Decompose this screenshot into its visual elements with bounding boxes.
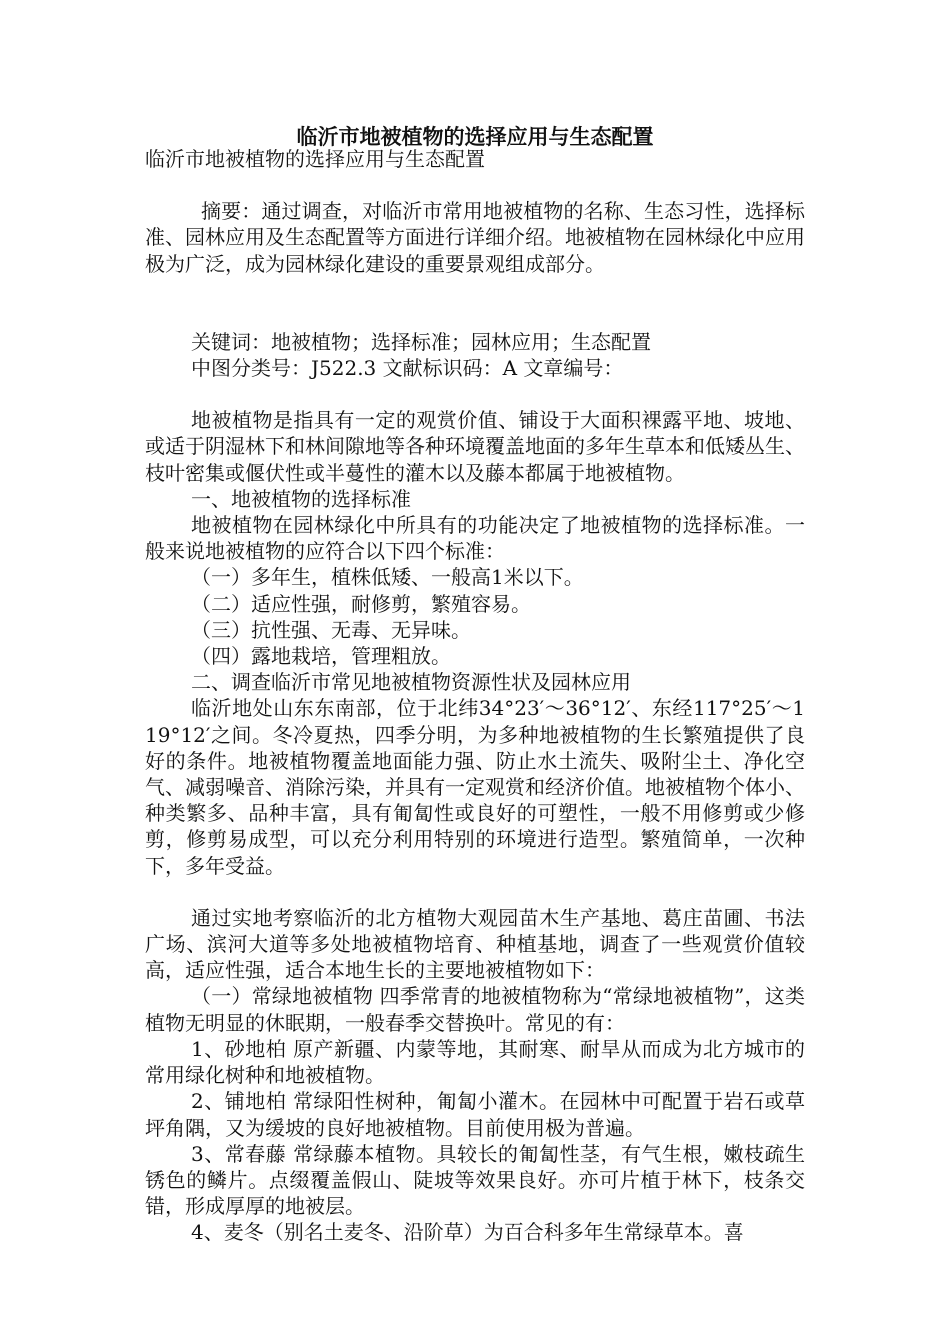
body-paragraph: 通过实地考察临沂的北方植物大观园苗木生产基地、葛庄苗圃、书法广场、滨河大道等多处地被植物培育、种植基地，调查了一些观赏价值较高，适应性强，适合本地生长的主要地被植物如下： [145,905,805,983]
subsection-paragraph: （一）常绿地被植物 四季常青的地被植物称为“常绿地被植物”，这类植物无明显的休眠期，一般春季交替换叶。常见的有： [145,984,805,1035]
plant-item: 2、铺地柏 常绿阳性树种，匍匐小灌木。在园林中可配置于岩石或草坪角隅，又为缓坡的良好地被植物。目前使用极为普遍。 [145,1089,805,1140]
spacer [145,381,805,407]
keywords-line: 关键词：地被植物；选择标准；园林应用；生态配置 [191,329,651,354]
spacer [145,172,805,198]
classification-line: 中图分类号：J522.3 文献标识码：A 文章编号： [191,356,624,381]
list-item: （四）露地栽培，管理粗放。 [191,644,451,669]
abstract-paragraph: 摘要：通过调查，对临沂市常用地被植物的名称、生态习性，选择标准、园林应用及生态配置等方面进行详细介绍。地被植物在园林绿化中应用极为广泛，成为园林绿化建设的重要景观组成部分。 [145,199,805,276]
spacer [145,879,805,905]
section-heading: 一、地被植物的选择标准 [191,486,411,511]
spacer [145,277,805,329]
document-subtitle: 临沂市地被植物的选择应用与生态配置 [145,147,485,171]
document-title: 临沂市地被植物的选择应用与生态配置 [296,125,654,149]
list-item: （一）多年生，植株低矮、一般高1米以下。 [191,565,584,590]
body-paragraph: 临沂地处山东东南部，位于北纬34°23′～36°12′、东经117°25′～119°12′之间。冬冷夏热，四季分明，为多种地被植物的生长繁殖提供了良好的条件。地被植物覆盖地面能力强、防止水土流失、吸附尘土、净化空气、减弱噪音、消除污染，并具有一定观赏和经济价值。地被植物个体小、种类繁多、品种丰富，具有匍匐性或良好的可塑性，一般不用修剪或少修剪，修剪易成型，可以充分利用特别的环境进行造型。繁殖简单，一次种下，多年受益。 [145,696,805,878]
body-paragraph: 地被植物在园林绿化中所具有的功能决定了地被植物的选择标准。一般来说地被植物的应符合以下四个标准： [145,513,805,564]
plant-item: 3、常春藤 常绿藤本植物。具较长的匍匐性茎，有气生根，嫩枝疏生锈色的鳞片。点缀覆盖假山、陡坡等效果良好。亦可片植于林下，枝条交错，形成厚厚的地被层。 [145,1141,805,1219]
plant-item: 1、砂地柏 原产新疆、内蒙等地，其耐寒、耐旱从而成为北方城市的常用绿化树种和地被植物。 [145,1036,805,1088]
section-heading: 二、调查临沂市常见地被植物资源性状及园林应用 [191,670,631,695]
body-paragraph: 地被植物是指具有一定的观赏价值、铺设于大面积裸露平地、坡地、或适于阴湿林下和林间隙地等各种环境覆盖地面的多年生草本和低矮丛生、枝叶密集或偃伏性或半蔓性的灌木以及藤本都属于地被植物。 [145,408,805,485]
plant-item: 4、麦冬（别名土麦冬、沿阶草）为百合科多年生常绿草本。喜 [191,1220,744,1245]
list-item: （二）适应性强，耐修剪，繁殖容易。 [191,591,531,616]
document-body [145,146,805,1246]
list-item: （三）抗性强、无毒、无异味。 [191,617,471,642]
